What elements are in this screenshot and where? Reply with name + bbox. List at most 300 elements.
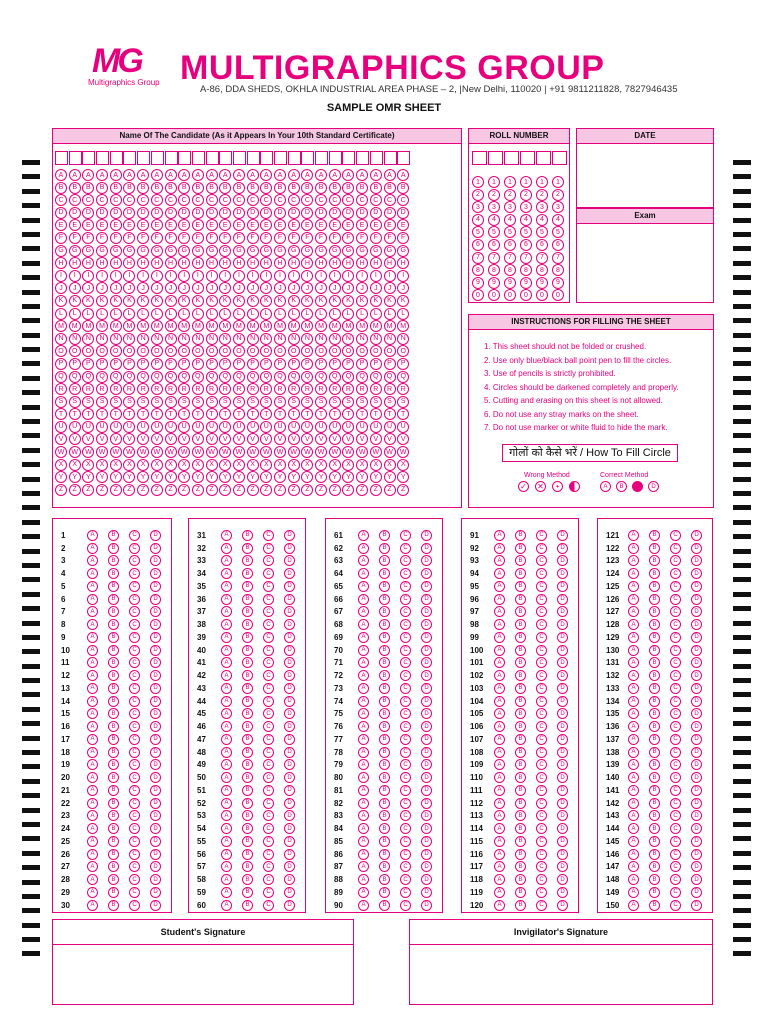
answer-option-bubble[interactable]: A xyxy=(628,759,639,770)
answer-option-bubble[interactable]: D xyxy=(691,747,702,758)
name-letter-bubble[interactable]: C xyxy=(82,194,94,206)
name-entry-cell[interactable] xyxy=(370,151,383,165)
answer-option-bubble[interactable]: D xyxy=(557,708,568,719)
answer-option-bubble[interactable]: A xyxy=(494,849,505,860)
name-letter-bubble[interactable]: N xyxy=(260,333,272,345)
answer-option-bubble[interactable]: D xyxy=(284,581,295,592)
answer-option-bubble[interactable]: C xyxy=(129,874,140,885)
name-letter-bubble[interactable]: B xyxy=(206,182,218,194)
name-letter-bubble[interactable]: P xyxy=(219,358,231,370)
name-letter-bubble[interactable]: Q xyxy=(165,371,177,383)
answer-option-bubble[interactable]: D xyxy=(150,581,161,592)
answer-option-bubble[interactable]: C xyxy=(670,581,681,592)
name-letter-bubble[interactable]: X xyxy=(384,459,396,471)
answer-option-bubble[interactable]: A xyxy=(358,747,369,758)
name-letter-bubble[interactable]: Q xyxy=(123,371,135,383)
answer-option-bubble[interactable]: B xyxy=(242,887,253,898)
name-letter-bubble[interactable]: B xyxy=(315,182,327,194)
roll-digit-bubble[interactable]: 5 xyxy=(520,226,532,238)
name-letter-bubble[interactable]: M xyxy=(55,320,67,332)
roll-digit-bubble[interactable]: 9 xyxy=(472,277,484,289)
name-letter-bubble[interactable]: H xyxy=(110,257,122,269)
name-letter-bubble[interactable]: I xyxy=(384,270,396,282)
answer-option-bubble[interactable]: B xyxy=(379,810,390,821)
name-entry-cell[interactable] xyxy=(178,151,191,165)
answer-option-bubble[interactable]: D xyxy=(691,823,702,834)
name-letter-bubble[interactable]: X xyxy=(356,459,368,471)
answer-option-bubble[interactable]: B xyxy=(515,785,526,796)
name-letter-bubble[interactable]: V xyxy=(219,433,231,445)
name-letter-bubble[interactable]: H xyxy=(55,257,67,269)
name-letter-bubble[interactable]: K xyxy=(370,295,382,307)
name-letter-bubble[interactable]: Q xyxy=(301,371,313,383)
answer-option-bubble[interactable]: B xyxy=(242,849,253,860)
name-letter-bubble[interactable]: B xyxy=(329,182,341,194)
name-letter-bubble[interactable]: X xyxy=(165,459,177,471)
name-letter-bubble[interactable]: E xyxy=(96,219,108,231)
answer-option-bubble[interactable]: D xyxy=(284,594,295,605)
name-letter-bubble[interactable]: W xyxy=(397,446,409,458)
name-letter-bubble[interactable]: R xyxy=(288,383,300,395)
answer-option-bubble[interactable]: C xyxy=(400,619,411,630)
name-letter-bubble[interactable]: O xyxy=(151,345,163,357)
name-letter-bubble[interactable]: G xyxy=(165,245,177,257)
name-letter-bubble[interactable]: Q xyxy=(192,371,204,383)
name-letter-bubble[interactable]: S xyxy=(342,396,354,408)
name-letter-bubble[interactable]: S xyxy=(69,396,81,408)
name-letter-bubble[interactable]: U xyxy=(342,421,354,433)
name-letter-bubble[interactable]: C xyxy=(165,194,177,206)
name-letter-bubble[interactable]: A xyxy=(370,169,382,181)
answer-option-bubble[interactable]: A xyxy=(87,734,98,745)
name-letter-bubble[interactable]: V xyxy=(192,433,204,445)
answer-option-bubble[interactable]: B xyxy=(379,708,390,719)
name-letter-bubble[interactable]: O xyxy=(370,345,382,357)
name-letter-bubble[interactable]: P xyxy=(69,358,81,370)
answer-option-bubble[interactable]: C xyxy=(400,900,411,911)
name-letter-bubble[interactable]: H xyxy=(329,257,341,269)
name-letter-bubble[interactable]: G xyxy=(192,245,204,257)
name-letter-bubble[interactable]: U xyxy=(69,421,81,433)
answer-option-bubble[interactable]: B xyxy=(649,568,660,579)
name-letter-bubble[interactable]: K xyxy=(274,295,286,307)
answer-option-bubble[interactable]: B xyxy=(108,619,119,630)
name-letter-bubble[interactable]: B xyxy=(192,182,204,194)
name-letter-bubble[interactable]: S xyxy=(192,396,204,408)
answer-option-bubble[interactable]: A xyxy=(628,785,639,796)
answer-option-bubble[interactable]: C xyxy=(536,874,547,885)
name-letter-bubble[interactable]: W xyxy=(247,446,259,458)
name-entry-cell[interactable] xyxy=(123,151,136,165)
name-letter-bubble[interactable]: G xyxy=(247,245,259,257)
name-letter-bubble[interactable]: N xyxy=(397,333,409,345)
answer-option-bubble[interactable]: B xyxy=(108,530,119,541)
name-letter-bubble[interactable]: J xyxy=(274,282,286,294)
name-letter-bubble[interactable]: T xyxy=(233,408,245,420)
answer-option-bubble[interactable]: B xyxy=(515,632,526,643)
name-letter-bubble[interactable]: C xyxy=(397,194,409,206)
answer-option-bubble[interactable]: B xyxy=(379,543,390,554)
name-letter-bubble[interactable]: X xyxy=(260,459,272,471)
name-letter-bubble[interactable]: Y xyxy=(356,471,368,483)
roll-digit-bubble[interactable]: 0 xyxy=(536,289,548,301)
name-letter-bubble[interactable]: D xyxy=(288,207,300,219)
answer-option-bubble[interactable]: A xyxy=(87,670,98,681)
answer-option-bubble[interactable]: C xyxy=(536,670,547,681)
name-letter-bubble[interactable]: W xyxy=(384,446,396,458)
answer-option-bubble[interactable]: C xyxy=(536,606,547,617)
roll-digit-bubble[interactable]: 2 xyxy=(488,189,500,201)
name-letter-bubble[interactable]: N xyxy=(137,333,149,345)
name-letter-bubble[interactable]: R xyxy=(384,383,396,395)
answer-option-bubble[interactable]: B xyxy=(108,772,119,783)
answer-option-bubble[interactable]: D xyxy=(557,836,568,847)
answer-option-bubble[interactable]: B xyxy=(649,874,660,885)
answer-option-bubble[interactable]: D xyxy=(150,543,161,554)
name-letter-bubble[interactable]: R xyxy=(356,383,368,395)
answer-option-bubble[interactable]: B xyxy=(242,861,253,872)
answer-option-bubble[interactable]: A xyxy=(358,683,369,694)
name-letter-bubble[interactable]: Z xyxy=(397,484,409,496)
name-entry-cell[interactable] xyxy=(206,151,219,165)
name-letter-bubble[interactable]: J xyxy=(356,282,368,294)
answer-option-bubble[interactable]: A xyxy=(628,721,639,732)
answer-option-bubble[interactable]: D xyxy=(691,849,702,860)
name-letter-bubble[interactable]: T xyxy=(178,408,190,420)
answer-option-bubble[interactable]: B xyxy=(515,683,526,694)
name-letter-bubble[interactable]: A xyxy=(342,169,354,181)
name-letter-bubble[interactable]: M xyxy=(192,320,204,332)
name-letter-bubble[interactable]: P xyxy=(397,358,409,370)
name-letter-bubble[interactable]: O xyxy=(165,345,177,357)
answer-option-bubble[interactable]: B xyxy=(649,555,660,566)
name-letter-bubble[interactable]: T xyxy=(260,408,272,420)
answer-option-bubble[interactable]: A xyxy=(628,555,639,566)
name-letter-bubble[interactable]: F xyxy=(96,232,108,244)
name-letter-bubble[interactable]: D xyxy=(206,207,218,219)
name-letter-bubble[interactable]: Y xyxy=(219,471,231,483)
answer-option-bubble[interactable]: C xyxy=(670,861,681,872)
name-letter-bubble[interactable]: U xyxy=(247,421,259,433)
name-letter-bubble[interactable]: A xyxy=(178,169,190,181)
name-letter-bubble[interactable]: Y xyxy=(192,471,204,483)
answer-option-bubble[interactable]: C xyxy=(670,823,681,834)
answer-option-bubble[interactable]: C xyxy=(670,772,681,783)
name-letter-bubble[interactable]: O xyxy=(274,345,286,357)
roll-digit-bubble[interactable]: 7 xyxy=(488,252,500,264)
name-letter-bubble[interactable]: L xyxy=(151,308,163,320)
name-letter-bubble[interactable]: C xyxy=(96,194,108,206)
name-letter-bubble[interactable]: M xyxy=(96,320,108,332)
name-letter-bubble[interactable]: I xyxy=(288,270,300,282)
answer-option-bubble[interactable]: A xyxy=(494,594,505,605)
answer-option-bubble[interactable]: C xyxy=(536,900,547,911)
name-letter-bubble[interactable]: X xyxy=(178,459,190,471)
name-letter-bubble[interactable]: X xyxy=(69,459,81,471)
answer-option-bubble[interactable]: D xyxy=(421,772,432,783)
name-letter-bubble[interactable]: X xyxy=(55,459,67,471)
name-letter-bubble[interactable]: T xyxy=(69,408,81,420)
name-letter-bubble[interactable]: Q xyxy=(260,371,272,383)
name-letter-bubble[interactable]: S xyxy=(96,396,108,408)
name-letter-bubble[interactable]: M xyxy=(384,320,396,332)
name-letter-bubble[interactable]: A xyxy=(192,169,204,181)
answer-option-bubble[interactable]: D xyxy=(284,759,295,770)
name-letter-bubble[interactable]: T xyxy=(288,408,300,420)
answer-option-bubble[interactable]: B xyxy=(379,759,390,770)
name-letter-bubble[interactable]: G xyxy=(356,245,368,257)
name-letter-bubble[interactable]: S xyxy=(123,396,135,408)
answer-option-bubble[interactable]: D xyxy=(150,759,161,770)
name-letter-bubble[interactable]: Y xyxy=(165,471,177,483)
answer-option-bubble[interactable]: B xyxy=(108,900,119,911)
name-letter-bubble[interactable]: Z xyxy=(370,484,382,496)
answer-option-bubble[interactable]: D xyxy=(691,708,702,719)
answer-option-bubble[interactable]: A xyxy=(358,785,369,796)
name-letter-bubble[interactable]: M xyxy=(274,320,286,332)
name-letter-bubble[interactable]: N xyxy=(315,333,327,345)
name-letter-bubble[interactable]: J xyxy=(315,282,327,294)
name-letter-bubble[interactable]: O xyxy=(315,345,327,357)
answer-option-bubble[interactable]: B xyxy=(108,657,119,668)
name-letter-bubble[interactable]: G xyxy=(274,245,286,257)
answer-option-bubble[interactable]: D xyxy=(284,708,295,719)
name-letter-bubble[interactable]: P xyxy=(384,358,396,370)
answer-option-bubble[interactable]: B xyxy=(649,823,660,834)
answer-option-bubble[interactable]: A xyxy=(628,747,639,758)
name-letter-bubble[interactable]: I xyxy=(69,270,81,282)
answer-option-bubble[interactable]: C xyxy=(670,555,681,566)
answer-option-bubble[interactable]: D xyxy=(284,861,295,872)
answer-option-bubble[interactable]: C xyxy=(263,887,274,898)
answer-option-bubble[interactable]: B xyxy=(108,594,119,605)
answer-option-bubble[interactable]: B xyxy=(242,594,253,605)
name-letter-bubble[interactable]: P xyxy=(123,358,135,370)
answer-option-bubble[interactable]: B xyxy=(108,759,119,770)
answer-option-bubble[interactable]: B xyxy=(242,581,253,592)
name-letter-bubble[interactable]: X xyxy=(397,459,409,471)
name-letter-bubble[interactable]: X xyxy=(206,459,218,471)
answer-option-bubble[interactable]: B xyxy=(242,900,253,911)
answer-option-bubble[interactable]: C xyxy=(536,747,547,758)
answer-option-bubble[interactable]: D xyxy=(557,632,568,643)
name-letter-bubble[interactable]: A xyxy=(165,169,177,181)
name-letter-bubble[interactable]: K xyxy=(356,295,368,307)
name-letter-bubble[interactable]: V xyxy=(206,433,218,445)
name-letter-bubble[interactable]: J xyxy=(82,282,94,294)
answer-option-bubble[interactable]: B xyxy=(649,772,660,783)
roll-digit-bubble[interactable]: 7 xyxy=(472,252,484,264)
answer-option-bubble[interactable]: C xyxy=(129,555,140,566)
answer-option-bubble[interactable]: D xyxy=(150,874,161,885)
answer-option-bubble[interactable]: C xyxy=(400,759,411,770)
name-letter-bubble[interactable]: E xyxy=(165,219,177,231)
name-entry-cell[interactable] xyxy=(110,151,123,165)
answer-option-bubble[interactable]: B xyxy=(379,785,390,796)
answer-option-bubble[interactable]: D xyxy=(557,581,568,592)
answer-option-bubble[interactable]: B xyxy=(515,606,526,617)
name-letter-bubble[interactable]: D xyxy=(165,207,177,219)
name-letter-bubble[interactable]: Z xyxy=(206,484,218,496)
answer-option-bubble[interactable]: C xyxy=(263,606,274,617)
answer-option-bubble[interactable]: D xyxy=(557,798,568,809)
name-letter-bubble[interactable]: S xyxy=(301,396,313,408)
answer-option-bubble[interactable]: D xyxy=(284,632,295,643)
name-letter-bubble[interactable]: P xyxy=(110,358,122,370)
name-letter-bubble[interactable]: X xyxy=(274,459,286,471)
answer-option-bubble[interactable]: B xyxy=(515,670,526,681)
name-letter-bubble[interactable]: B xyxy=(123,182,135,194)
name-letter-bubble[interactable]: Y xyxy=(206,471,218,483)
answer-option-bubble[interactable]: D xyxy=(691,734,702,745)
name-letter-bubble[interactable]: B xyxy=(137,182,149,194)
answer-option-bubble[interactable]: D xyxy=(557,721,568,732)
name-letter-bubble[interactable]: G xyxy=(301,245,313,257)
name-letter-bubble[interactable]: Q xyxy=(329,371,341,383)
answer-option-bubble[interactable]: B xyxy=(649,734,660,745)
roll-digit-bubble[interactable]: 1 xyxy=(472,176,484,188)
answer-option-bubble[interactable]: B xyxy=(379,555,390,566)
answer-option-bubble[interactable]: C xyxy=(400,810,411,821)
name-letter-bubble[interactable]: S xyxy=(315,396,327,408)
name-letter-bubble[interactable]: L xyxy=(82,308,94,320)
name-letter-bubble[interactable]: M xyxy=(315,320,327,332)
name-letter-bubble[interactable]: P xyxy=(370,358,382,370)
answer-option-bubble[interactable]: D xyxy=(421,759,432,770)
name-letter-bubble[interactable]: H xyxy=(137,257,149,269)
answer-option-bubble[interactable]: C xyxy=(129,581,140,592)
name-letter-bubble[interactable]: W xyxy=(329,446,341,458)
name-letter-bubble[interactable]: R xyxy=(69,383,81,395)
answer-option-bubble[interactable]: B xyxy=(108,747,119,758)
answer-option-bubble[interactable]: C xyxy=(400,772,411,783)
name-letter-bubble[interactable]: W xyxy=(288,446,300,458)
answer-option-bubble[interactable]: D xyxy=(421,683,432,694)
name-letter-bubble[interactable]: H xyxy=(274,257,286,269)
roll-number-cell[interactable] xyxy=(488,151,503,165)
answer-option-bubble[interactable]: B xyxy=(649,810,660,821)
name-letter-bubble[interactable]: X xyxy=(96,459,108,471)
name-letter-bubble[interactable]: M xyxy=(397,320,409,332)
answer-option-bubble[interactable]: A xyxy=(494,645,505,656)
roll-digit-bubble[interactable]: 4 xyxy=(472,214,484,226)
name-letter-bubble[interactable]: U xyxy=(82,421,94,433)
name-letter-bubble[interactable]: O xyxy=(82,345,94,357)
name-letter-bubble[interactable]: I xyxy=(178,270,190,282)
name-letter-bubble[interactable]: Q xyxy=(274,371,286,383)
name-entry-cell[interactable] xyxy=(137,151,150,165)
answer-option-bubble[interactable]: B xyxy=(515,696,526,707)
name-letter-bubble[interactable]: W xyxy=(233,446,245,458)
name-letter-bubble[interactable]: F xyxy=(110,232,122,244)
answer-option-bubble[interactable]: B xyxy=(515,861,526,872)
name-entry-cell[interactable] xyxy=(165,151,178,165)
name-letter-bubble[interactable]: I xyxy=(233,270,245,282)
name-letter-bubble[interactable]: V xyxy=(397,433,409,445)
name-letter-bubble[interactable]: V xyxy=(233,433,245,445)
answer-option-bubble[interactable]: D xyxy=(557,887,568,898)
name-letter-bubble[interactable]: R xyxy=(247,383,259,395)
answer-option-bubble[interactable]: C xyxy=(670,798,681,809)
answer-option-bubble[interactable]: D xyxy=(691,810,702,821)
answer-option-bubble[interactable]: D xyxy=(557,785,568,796)
name-letter-bubble[interactable]: F xyxy=(397,232,409,244)
name-letter-bubble[interactable]: V xyxy=(137,433,149,445)
name-letter-bubble[interactable]: O xyxy=(192,345,204,357)
answer-option-bubble[interactable]: A xyxy=(358,887,369,898)
name-letter-bubble[interactable]: F xyxy=(69,232,81,244)
name-letter-bubble[interactable]: F xyxy=(206,232,218,244)
name-letter-bubble[interactable]: U xyxy=(288,421,300,433)
answer-option-bubble[interactable]: A xyxy=(628,568,639,579)
name-letter-bubble[interactable]: Q xyxy=(110,371,122,383)
name-letter-bubble[interactable]: G xyxy=(206,245,218,257)
name-letter-bubble[interactable]: U xyxy=(219,421,231,433)
name-letter-bubble[interactable]: L xyxy=(96,308,108,320)
name-letter-bubble[interactable]: F xyxy=(370,232,382,244)
answer-option-bubble[interactable]: C xyxy=(670,747,681,758)
name-letter-bubble[interactable]: D xyxy=(55,207,67,219)
answer-option-bubble[interactable]: C xyxy=(129,747,140,758)
answer-option-bubble[interactable]: D xyxy=(284,849,295,860)
name-letter-bubble[interactable]: S xyxy=(178,396,190,408)
name-letter-bubble[interactable]: Z xyxy=(260,484,272,496)
answer-option-bubble[interactable]: B xyxy=(515,772,526,783)
answer-option-bubble[interactable]: C xyxy=(670,734,681,745)
answer-option-bubble[interactable]: B xyxy=(242,785,253,796)
name-letter-bubble[interactable]: V xyxy=(165,433,177,445)
name-letter-bubble[interactable]: I xyxy=(110,270,122,282)
name-letter-bubble[interactable]: Y xyxy=(151,471,163,483)
name-letter-bubble[interactable]: B xyxy=(288,182,300,194)
answer-option-bubble[interactable]: B xyxy=(242,543,253,554)
name-letter-bubble[interactable]: V xyxy=(260,433,272,445)
answer-option-bubble[interactable]: A xyxy=(87,823,98,834)
answer-option-bubble[interactable]: B xyxy=(649,785,660,796)
answer-option-bubble[interactable]: D xyxy=(691,606,702,617)
name-letter-bubble[interactable]: K xyxy=(342,295,354,307)
name-letter-bubble[interactable]: K xyxy=(165,295,177,307)
answer-option-bubble[interactable]: A xyxy=(628,823,639,834)
answer-option-bubble[interactable]: B xyxy=(242,619,253,630)
answer-option-bubble[interactable]: D xyxy=(284,900,295,911)
answer-option-bubble[interactable]: D xyxy=(691,798,702,809)
name-letter-bubble[interactable]: N xyxy=(206,333,218,345)
name-letter-bubble[interactable]: Y xyxy=(123,471,135,483)
name-letter-bubble[interactable]: L xyxy=(356,308,368,320)
answer-option-bubble[interactable]: C xyxy=(263,836,274,847)
answer-option-bubble[interactable]: B xyxy=(379,619,390,630)
answer-option-bubble[interactable]: C xyxy=(263,721,274,732)
answer-option-bubble[interactable]: C xyxy=(129,543,140,554)
name-letter-bubble[interactable]: Q xyxy=(69,371,81,383)
answer-option-bubble[interactable]: C xyxy=(129,670,140,681)
answer-option-bubble[interactable]: B xyxy=(649,708,660,719)
name-letter-bubble[interactable]: R xyxy=(397,383,409,395)
answer-option-bubble[interactable]: C xyxy=(670,887,681,898)
name-letter-bubble[interactable]: Y xyxy=(315,471,327,483)
answer-option-bubble[interactable]: C xyxy=(129,645,140,656)
answer-option-bubble[interactable]: D xyxy=(284,772,295,783)
answer-option-bubble[interactable]: B xyxy=(379,594,390,605)
name-letter-bubble[interactable]: T xyxy=(219,408,231,420)
roll-digit-bubble[interactable]: 4 xyxy=(536,214,548,226)
answer-option-bubble[interactable]: C xyxy=(536,721,547,732)
roll-digit-bubble[interactable]: 6 xyxy=(504,239,516,251)
name-letter-bubble[interactable]: R xyxy=(315,383,327,395)
roll-digit-bubble[interactable]: 3 xyxy=(536,201,548,213)
name-letter-bubble[interactable]: D xyxy=(397,207,409,219)
